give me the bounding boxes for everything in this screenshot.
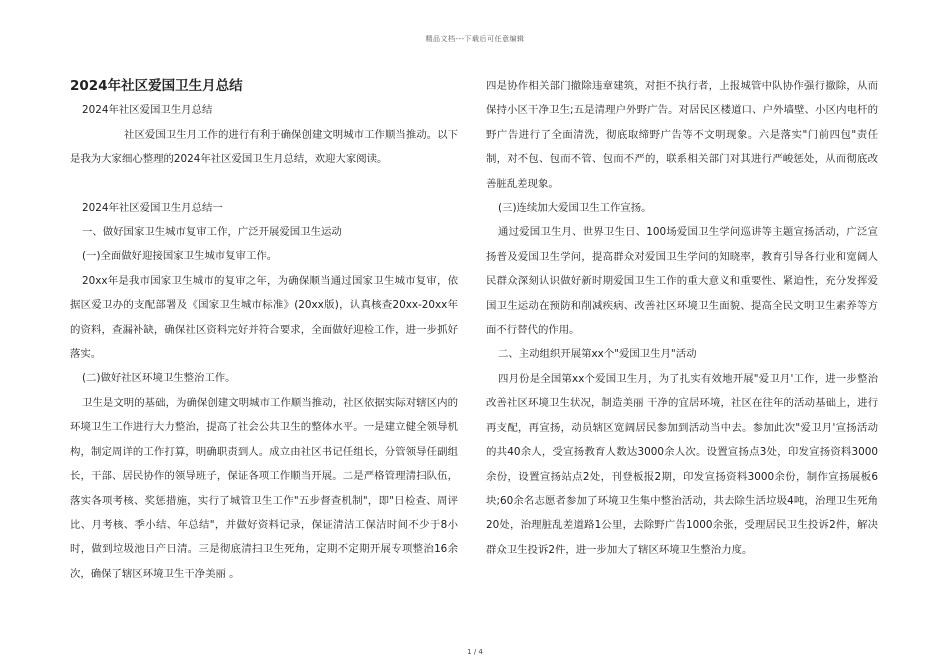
heading-level-2: (一)全面做好迎接国家卫生城市复审工作。	[82, 250, 278, 263]
left-column	[70, 74, 458, 586]
body-paragraph: 通过爱国卫生月、世界卫生日、100场爱国卫生学问巡讲等主题宣扬活动，广泛宣扬普及爱国卫生学问，提高群众对爱国卫生学问的知晓率，教育引导各行业和宽阔人民群众深刻认识做好新时期爱国卫生工作的重大意义和重要性、紧迫性，充分发挥爱国卫生运动在预防和削减疾病、改善社区环境卫生面貌、提高全民文明卫生素养等方面不行替代的作用。	[486, 226, 878, 337]
document-title: 2024年社区爱国卫生月总结	[70, 78, 243, 94]
body-paragraph: 卫生是文明的基础，为确保创建文明城市工作顺当推动，社区依据实际对辖区内的环境卫生工作进行大力整治，提高了社会公共卫生的整体水平。一是建立健全领导机构，制定周详的工作打算，明确职责到人。成立由社区书记任组长，分管领导任副组长，干部、居民协作的领导班子，保证各项工作顺当开展。二是严格管理清扫队伍，落实各项考核、奖惩措施，实行了城管卫生工作"五步督查机制"，即"日检查、周评比、月考核、季小结、年总结"，并做好资料记录，保证清洁工保洁时间不少于8小时，做到垃圾池日产日清。三是彻底清扫卫生死角，定期不定期开展专项整治16余次，确保了辖区环境卫生干净美丽 。	[70, 396, 458, 580]
heading-level-1: 一、做好国家卫生城市复审工作，广泛开展爱国卫生运动	[82, 226, 342, 239]
subtitle: 2024年社区爱国卫生月总结	[82, 104, 213, 117]
body-paragraph: 四是协作相关部门撤除违章建筑，对拒不执行者，上报城管中队协作强行撤除，从而保持小区干净卫生;五是清理户外野广告。对居民区楼道口、户外墙壁、小区内电杆的野广告进行了全面清洗，彻底取缔野广告等不文明现象。六是落实"门前四包"责任制，对不包、包而不管、包而不严的，联系相关部门对其进行严峻惩处，从而彻底改善脏乱差现象。	[486, 80, 878, 190]
heading-level-2: (三)连续加大爱国卫生工作宣扬。	[498, 202, 652, 215]
heading-level-1: 二、主动组织开展第xx个"爱国卫生月"活动	[498, 348, 697, 361]
intro-paragraph: 社区爱国卫生月工作的进行有利于确保创建文明城市工作顺当推动。以下是我为大家细心整理的2024年社区爱国卫生月总结，欢迎大家阅读。	[70, 128, 458, 166]
heading-level-2: (二)做好社区环境卫生整治工作。	[82, 372, 236, 385]
right-column	[486, 74, 878, 562]
body-paragraph: 四月份是全国第xx个爱国卫生月，为了扎实有效地开展"爱卫月'工作，进一步整治改善社区环境卫生状况，制造美丽 干净的宜居环境，社区在往年的活动基础上，进行再支配，再宣扬，动员辖区宽阔居民参加到活动当中去。参加此次"爱卫月'宣扬活动的共40余人，受宣扬教育人数达3000余人次。设置宣扬点3处，印发宣扬资料3000余份，设置宣扬站点2处，刊登板报2期，印发宣扬资料3000余份，制作宣扬展板6块;60余名志愿者参加了环境卫生集中整治活动，共去除生活垃圾4吨，治理卫生死角20处，治理脏乱差道路1公里，去除野广告1000余张，受理居民卫生投诉2件，解决群众卫生投诉2件，进一步加大了辖区环境卫生整治力度。	[486, 372, 878, 556]
blank-line	[70, 172, 458, 196]
section-heading: 2024年社区爱国卫生月总结一	[82, 201, 223, 214]
page-number: 1 / 4	[467, 648, 483, 656]
body-paragraph: 20xx年是我市国家卫生城市的复审之年，为确保顺当通过国家卫生城市复审，依据区爱卫办的支配部署及《国家卫生城市标准》(20xx版)，认真核查20xx-20xx年的资料，查漏补缺，确保社区资料完好并符合要求，全面做好迎检工作，进一步抓好落实。	[70, 274, 458, 361]
page-header: 精品文档---下载后可任意编辑	[425, 35, 525, 43]
